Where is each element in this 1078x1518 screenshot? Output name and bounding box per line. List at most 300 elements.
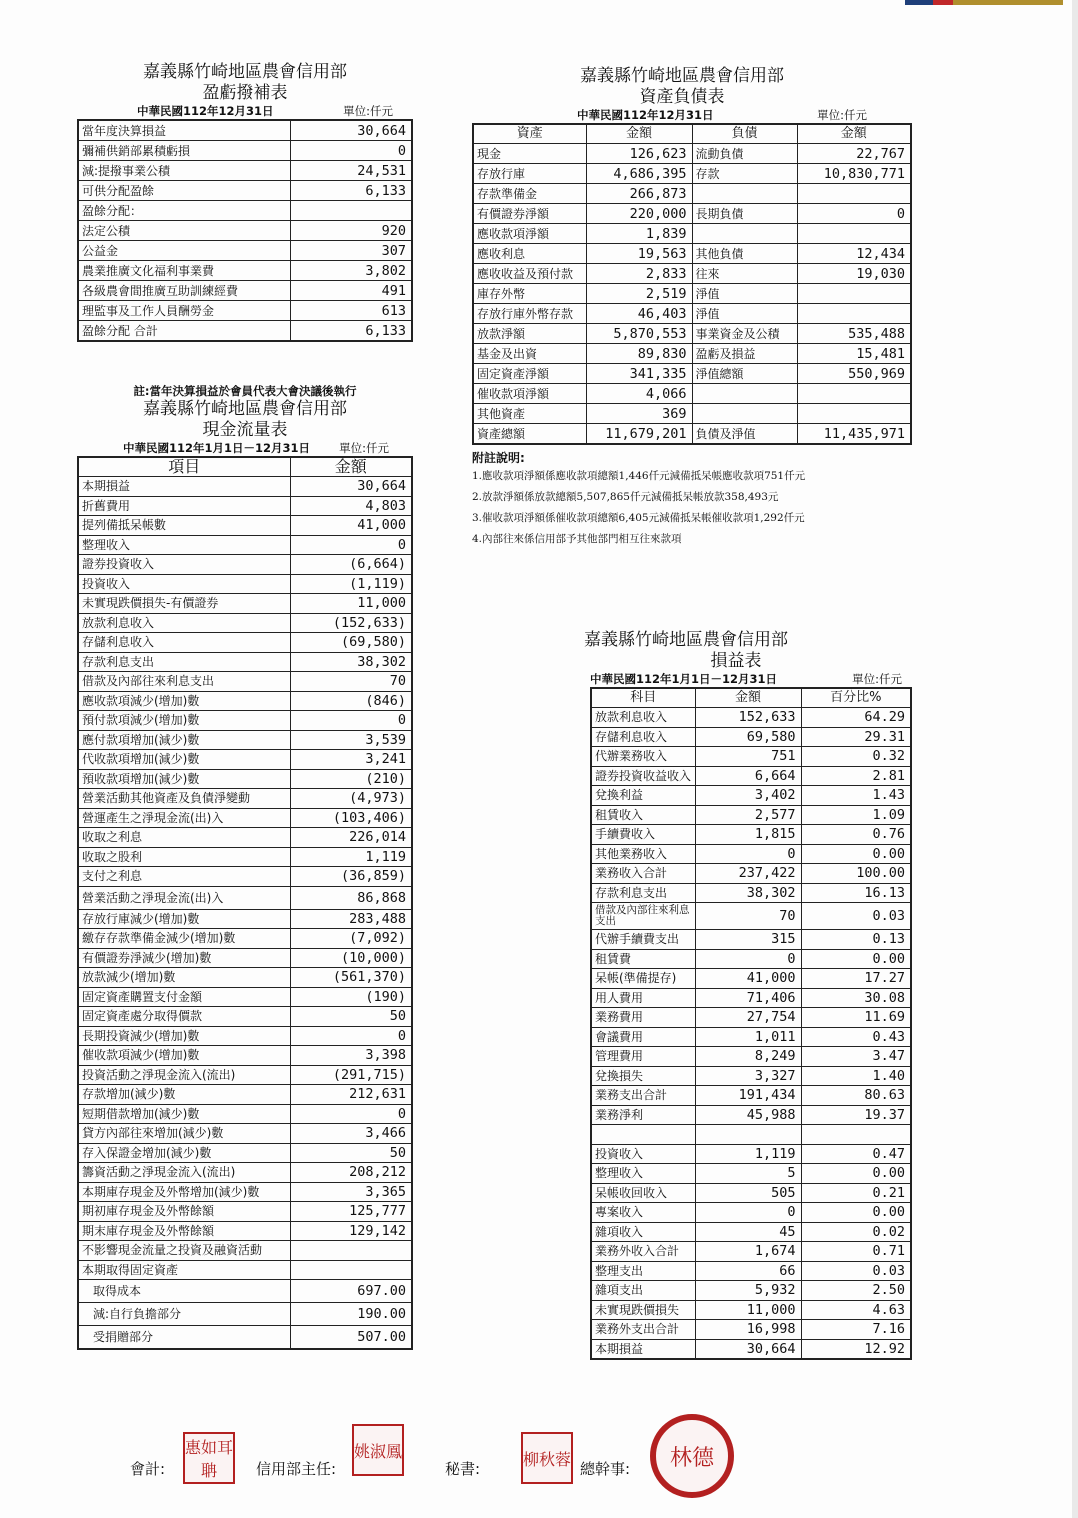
row-value: 0 — [290, 1026, 412, 1046]
row-percent: 0.03 — [801, 903, 911, 930]
row-value: (4,973) — [290, 789, 412, 809]
liability-label: 負債及淨值 — [692, 424, 797, 445]
cashflow-row — [78, 711, 412, 731]
cashflow-row — [78, 828, 412, 848]
asset-label: 應收利息 — [473, 244, 586, 264]
row-value: 491 — [291, 281, 413, 301]
asset-value: 369 — [586, 404, 692, 424]
cashflow-row — [78, 1221, 412, 1241]
liability-value: 535,488 — [797, 324, 911, 344]
row-label: 長期投資減少(增加)數 — [78, 1026, 290, 1046]
header-liability-amount: 金額 — [797, 124, 911, 144]
row-percent: 7.16 — [801, 1320, 911, 1340]
header-percent: 百分比% — [801, 688, 911, 708]
cashflow-date: 中華民國112年1月1日－12月31日 — [123, 441, 311, 455]
row-label: 會議費用 — [591, 1027, 695, 1047]
asset-label: 有價證券淨額 — [473, 204, 586, 224]
row-value: 505 — [695, 1183, 801, 1203]
row-value — [695, 1125, 801, 1145]
row-label: 整理收入 — [78, 535, 290, 555]
cashflow-row — [78, 574, 412, 594]
liability-label — [692, 224, 797, 244]
asset-label: 其他資產 — [473, 404, 586, 424]
row-value: 129,142 — [290, 1221, 412, 1241]
row-percent: 30.08 — [801, 988, 911, 1008]
row-label: 放款利息收入 — [591, 708, 695, 728]
liability-label: 事業資金及公積 — [692, 324, 797, 344]
row-value: 69,580 — [695, 727, 801, 747]
row-value: 4,803 — [290, 496, 412, 516]
row-value: 152,633 — [695, 708, 801, 728]
income-row — [591, 1203, 911, 1223]
row-percent: 2.81 — [801, 766, 911, 786]
surplus-title: 盈虧撥補表 — [202, 83, 288, 103]
row-label: 盈餘分配 合計 — [78, 321, 291, 342]
liability-value: 10,830,771 — [797, 164, 911, 184]
seal-accountant: 惠如耳聃 — [183, 1432, 235, 1484]
top-color-band — [0, 0, 1078, 7]
cashflow-row — [78, 1124, 412, 1144]
row-label: 受捐贈部分 — [78, 1326, 290, 1350]
row-value: 1,674 — [695, 1242, 801, 1262]
row-value: (190) — [290, 987, 412, 1007]
row-label: 業務支出合計 — [591, 1086, 695, 1106]
row-value: 3,402 — [695, 786, 801, 806]
row-value: (36,859) — [290, 867, 412, 887]
row-label: 不影響現金流量之投資及融資活動 — [78, 1241, 290, 1261]
row-value: 212,631 — [290, 1085, 412, 1105]
cashflow-row — [78, 750, 412, 770]
row-label: 期初庫存現金及外幣餘額 — [78, 1202, 290, 1222]
income-row — [591, 1125, 911, 1145]
page-edge-shadow — [1072, 0, 1078, 1518]
asset-value: 4,686,395 — [586, 164, 692, 184]
liability-value: 550,969 — [797, 364, 911, 384]
row-value: (291,715) — [290, 1065, 412, 1085]
cashflow-row — [78, 516, 412, 536]
row-value: 30,664 — [290, 477, 412, 497]
row-value: 920 — [291, 221, 413, 241]
row-label: 支付之利息 — [78, 867, 290, 887]
cashflow-row — [78, 1104, 412, 1124]
asset-value: 266,873 — [586, 184, 692, 204]
balance-meta — [472, 107, 912, 123]
liability-value — [797, 224, 911, 244]
liability-label: 淨值 — [692, 304, 797, 324]
row-value: 41,000 — [290, 516, 412, 536]
row-label: 專案收入 — [591, 1203, 695, 1223]
liability-value: 15,481 — [797, 344, 911, 364]
row-value: 307 — [291, 241, 413, 261]
row-value: 3,466 — [290, 1124, 412, 1144]
row-percent: 0.00 — [801, 949, 911, 969]
cashflow-row — [78, 1182, 412, 1202]
row-value: 30,664 — [695, 1339, 801, 1359]
row-label: 呆帳收回收入 — [591, 1183, 695, 1203]
asset-value: 5,870,553 — [586, 324, 692, 344]
row-value: 24,531 — [291, 161, 413, 181]
row-label: 存款增加(減少)數 — [78, 1085, 290, 1105]
cashflow-row — [78, 672, 412, 692]
row-label: 短期借款增加(減少)數 — [78, 1104, 290, 1124]
row-value: 507.00 — [290, 1326, 412, 1350]
row-value: 0 — [695, 844, 801, 864]
row-percent: 0.00 — [801, 1203, 911, 1223]
row-value: 1,119 — [290, 847, 412, 867]
asset-value: 1,839 — [586, 224, 692, 244]
liability-label: 長期負債 — [692, 204, 797, 224]
seal-secretary: 柳秋蓉 — [521, 1432, 573, 1484]
income-date: 中華民國112年1月1日－12月31日 — [590, 672, 778, 686]
row-label: 未實現跌價損失-有價證券 — [78, 594, 290, 614]
balance-row — [473, 304, 911, 324]
income-row — [591, 1105, 911, 1125]
income-row — [591, 930, 911, 950]
cashflow-row — [78, 1202, 412, 1222]
row-label: 可供分配盈餘 — [78, 181, 291, 201]
asset-value: 19,563 — [586, 244, 692, 264]
row-value: 0 — [290, 1104, 412, 1124]
row-label: 投資收入 — [591, 1144, 695, 1164]
row-value: 2,577 — [695, 805, 801, 825]
asset-value: 126,623 — [586, 144, 692, 164]
row-label: 呆帳(準備提存) — [591, 969, 695, 989]
income-org-title: 嘉義縣竹崎地區農會信用部 — [584, 630, 788, 650]
income-row — [591, 1066, 911, 1086]
cashflow-row — [78, 1007, 412, 1027]
liability-label: 流動負債 — [692, 144, 797, 164]
income-row — [591, 727, 911, 747]
liability-value: 19,030 — [797, 264, 911, 284]
footnote-item: 4.內部往來係信用部予其他部門相互往來款項 — [472, 533, 682, 545]
balance-row — [473, 244, 911, 264]
header-liability: 負債 — [692, 124, 797, 144]
liability-value — [797, 304, 911, 324]
income-section — [584, 630, 912, 1360]
income-row — [591, 988, 911, 1008]
row-percent: 1.40 — [801, 1066, 911, 1086]
liability-value: 0 — [797, 204, 911, 224]
row-label: 當年度決算損益 — [78, 120, 291, 141]
cashflow-row — [78, 929, 412, 949]
row-value: 70 — [695, 903, 801, 930]
row-percent: 0.71 — [801, 1242, 911, 1262]
row-value: 16,998 — [695, 1320, 801, 1340]
row-value: 5 — [695, 1164, 801, 1184]
row-value: 71,406 — [695, 988, 801, 1008]
row-label: 公益金 — [78, 241, 291, 261]
balance-row — [473, 384, 911, 404]
row-value: 3,241 — [290, 750, 412, 770]
footnote-item: 3.催收款項淨額係催收款項總額6,405元減備抵呆帳催收款項1,292仟元 — [472, 512, 805, 524]
liability-label: 盈虧及損益 — [692, 344, 797, 364]
row-label: 各級農會間推廣互助訓練經費 — [78, 281, 291, 301]
surplus-table — [77, 119, 413, 342]
row-value: 751 — [695, 747, 801, 767]
row-value: 125,777 — [290, 1202, 412, 1222]
liability-value — [797, 184, 911, 204]
row-label: 業務外收入合計 — [591, 1242, 695, 1262]
balance-date: 中華民國112年12月31日 — [577, 108, 714, 122]
balance-row — [473, 424, 911, 445]
cashflow-row — [78, 496, 412, 516]
row-label: 法定公積 — [78, 221, 291, 241]
row-value: 697.00 — [290, 1280, 412, 1303]
row-percent: 12.92 — [801, 1339, 911, 1359]
row-label: 盈餘分配： — [78, 201, 291, 221]
surplus-row — [78, 321, 412, 342]
row-value: 0 — [695, 949, 801, 969]
row-percent — [801, 1125, 911, 1145]
row-label: 彌補供銷部累積虧損 — [78, 141, 291, 161]
cashflow-row — [78, 477, 412, 497]
row-label: 證券投資收益收入 — [591, 766, 695, 786]
row-label: 貸方內部往來增加(減少)數 — [78, 1124, 290, 1144]
cashflow-row — [78, 633, 412, 653]
cashflow-row — [78, 1303, 412, 1326]
row-label: 應收款項減少(增加)數 — [78, 691, 290, 711]
row-label: 借款及內部往來利息支出 — [78, 672, 290, 692]
asset-value: 4,066 — [586, 384, 692, 404]
balance-row — [473, 344, 911, 364]
row-label: 存儲利息收入 — [591, 727, 695, 747]
row-value: (10,000) — [290, 948, 412, 968]
row-label: 籌資活動之淨現金流入(流出) — [78, 1163, 290, 1183]
row-label: 整理收入 — [591, 1164, 695, 1184]
header-item: 項目 — [78, 457, 290, 477]
row-percent: 0.13 — [801, 930, 911, 950]
row-percent: 2.50 — [801, 1281, 911, 1301]
balance-unit: 單位:仟元 — [817, 108, 867, 122]
cashflow-row — [78, 555, 412, 575]
row-label: 代收款項增加(減少)數 — [78, 750, 290, 770]
row-label: 手續費收入 — [591, 825, 695, 845]
income-row — [591, 766, 911, 786]
balance-row — [473, 264, 911, 284]
row-percent: 4.63 — [801, 1300, 911, 1320]
footnote-title: 附註說明: — [472, 451, 525, 465]
signature-label-accountant: 會計: — [130, 1460, 166, 1478]
asset-value: 341,335 — [586, 364, 692, 384]
row-percent: 80.63 — [801, 1086, 911, 1106]
row-percent: 11.69 — [801, 1008, 911, 1028]
row-percent: 64.29 — [801, 708, 911, 728]
row-percent: 0.47 — [801, 1144, 911, 1164]
row-label: 整理支出 — [591, 1261, 695, 1281]
row-percent: 0.02 — [801, 1222, 911, 1242]
income-row — [591, 1164, 911, 1184]
cashflow-row — [78, 1065, 412, 1085]
row-value: 1,815 — [695, 825, 801, 845]
row-label: 業務外支出合計 — [591, 1320, 695, 1340]
cashflow-row — [78, 1260, 412, 1280]
asset-label: 存款準備金 — [473, 184, 586, 204]
row-label: 預付款項減少(增加)數 — [78, 711, 290, 731]
signature-label-secretary: 秘書: — [445, 1460, 481, 1478]
row-percent: 19.37 — [801, 1105, 911, 1125]
cashflow-row — [78, 1163, 412, 1183]
balance-row — [473, 204, 911, 224]
row-label: 放款利息收入 — [78, 613, 290, 633]
balance-row — [473, 144, 911, 164]
row-percent: 1.09 — [801, 805, 911, 825]
asset-label: 資產總額 — [473, 424, 586, 445]
income-row — [591, 864, 911, 884]
row-label: 證券投資收入 — [78, 555, 290, 575]
income-table — [590, 687, 912, 1360]
row-value: 27,754 — [695, 1008, 801, 1028]
row-label: 預收款項增加(減少)數 — [78, 769, 290, 789]
liability-value — [797, 384, 911, 404]
liability-value — [797, 404, 911, 424]
row-percent: 0.21 — [801, 1183, 911, 1203]
row-label: 存放行庫減少(增加)數 — [78, 909, 290, 929]
row-label: 兌換利益 — [591, 786, 695, 806]
row-label: 雜項收入 — [591, 1222, 695, 1242]
row-value: (69,580) — [290, 633, 412, 653]
surplus-row — [78, 141, 412, 161]
cashflow-row — [78, 948, 412, 968]
cashflow-header-row — [78, 457, 412, 477]
income-row — [591, 1222, 911, 1242]
row-percent: 1.43 — [801, 786, 911, 806]
cashflow-row — [78, 789, 412, 809]
income-row — [591, 883, 911, 903]
row-value: 613 — [291, 301, 413, 321]
row-value: (1,119) — [290, 574, 412, 594]
balance-row — [473, 284, 911, 304]
asset-label: 固定資產淨額 — [473, 364, 586, 384]
row-label: 理監事及工作人員酬勞金 — [78, 301, 291, 321]
balance-row — [473, 224, 911, 244]
cashflow-row — [78, 769, 412, 789]
surplus-section — [77, 62, 413, 342]
balance-row — [473, 324, 911, 344]
cashflow-row — [78, 730, 412, 750]
asset-value: 2,833 — [586, 264, 692, 284]
asset-label: 應收收益及預付款 — [473, 264, 586, 284]
row-label: 借款及內部往來利息支出 — [591, 903, 695, 930]
row-value: 30,664 — [291, 120, 413, 141]
income-unit: 單位:仟元 — [852, 672, 902, 686]
row-value — [291, 201, 413, 221]
balance-row — [473, 184, 911, 204]
cashflow-row — [78, 1085, 412, 1105]
income-row — [591, 1183, 911, 1203]
row-percent: 0.76 — [801, 825, 911, 845]
balance-org-title: 嘉義縣竹崎地區農會信用部 — [580, 66, 784, 86]
row-percent: 0.43 — [801, 1027, 911, 1047]
liability-label: 其他負債 — [692, 244, 797, 264]
row-label: 放款減少(增加)數 — [78, 968, 290, 988]
surplus-row — [78, 201, 412, 221]
band-red — [933, 0, 953, 5]
row-label: 租賃費 — [591, 949, 695, 969]
row-value: 45,988 — [695, 1105, 801, 1125]
balance-header-row — [473, 124, 911, 144]
balance-title: 資產負債表 — [639, 87, 725, 107]
income-row — [591, 1242, 911, 1262]
row-label: 未實現跌價損失 — [591, 1300, 695, 1320]
income-row — [591, 1339, 911, 1359]
row-label: 減:提撥事業公積 — [78, 161, 291, 181]
cashflow-row — [78, 652, 412, 672]
row-label: 農業推廣文化福利事業費 — [78, 261, 291, 281]
income-row — [591, 969, 911, 989]
surplus-meta — [77, 103, 413, 119]
surplus-row — [78, 120, 412, 141]
income-row — [591, 903, 911, 930]
asset-label: 應收款項淨額 — [473, 224, 586, 244]
row-value: 3,398 — [290, 1046, 412, 1066]
row-value: 0 — [290, 535, 412, 555]
footnotes — [472, 466, 912, 550]
row-percent: 100.00 — [801, 864, 911, 884]
row-value: 45 — [695, 1222, 801, 1242]
header-asset-amount: 金額 — [586, 124, 692, 144]
surplus-org-title: 嘉義縣竹崎地區農會信用部 — [143, 62, 347, 82]
row-percent: 0.00 — [801, 844, 911, 864]
row-label: 本期取得固定資產 — [78, 1260, 290, 1280]
cashflow-table — [77, 456, 413, 1350]
row-value: 3,802 — [291, 261, 413, 281]
footnote-item: 2.放款淨額係放款總額5,507,865仟元減備抵呆帳放款358,493元 — [472, 491, 779, 503]
row-label: 折舊費用 — [78, 496, 290, 516]
row-label: 投資收入 — [78, 574, 290, 594]
income-row — [591, 1047, 911, 1067]
row-value: 226,014 — [290, 828, 412, 848]
balance-row — [473, 404, 911, 424]
surplus-row — [78, 241, 412, 261]
signature-label-general-manager: 總幹事: — [580, 1460, 631, 1478]
liability-value: 12,434 — [797, 244, 911, 264]
row-value: (152,633) — [290, 613, 412, 633]
row-label: 租賃收入 — [591, 805, 695, 825]
row-label: 業務收入合計 — [591, 864, 695, 884]
row-value: 8,249 — [695, 1047, 801, 1067]
row-value: 3,327 — [695, 1066, 801, 1086]
asset-label: 庫存外幣 — [473, 284, 586, 304]
row-label: 其他業務收入 — [591, 844, 695, 864]
liability-label — [692, 384, 797, 404]
row-value — [290, 1260, 412, 1280]
row-label: 雜項支出 — [591, 1281, 695, 1301]
row-value: 50 — [290, 1143, 412, 1163]
row-value: (6,664) — [290, 555, 412, 575]
cashflow-row — [78, 1026, 412, 1046]
income-row — [591, 786, 911, 806]
row-value: 6,133 — [291, 181, 413, 201]
row-value: 1,119 — [695, 1144, 801, 1164]
balance-row — [473, 364, 911, 384]
header-income-amount: 金額 — [695, 688, 801, 708]
row-value: (561,370) — [290, 968, 412, 988]
cashflow-meta — [77, 440, 413, 456]
row-value: 3,539 — [290, 730, 412, 750]
seal-credit-director: 姚淑鳳 — [352, 1424, 404, 1476]
row-label: 業務費用 — [591, 1008, 695, 1028]
footnote-item: 1.應收款項淨額係應收款項總額1,446仟元減備抵呆帳應收款項751仟元 — [472, 470, 806, 482]
liability-value — [797, 284, 911, 304]
surplus-row — [78, 161, 412, 181]
row-label: 兌換損失 — [591, 1066, 695, 1086]
row-value: 6,133 — [291, 321, 413, 342]
income-row — [591, 825, 911, 845]
seal-general-manager: 林德 — [650, 1414, 734, 1498]
surplus-row — [78, 281, 412, 301]
cashflow-row — [78, 613, 412, 633]
asset-label: 催收款項淨額 — [473, 384, 586, 404]
